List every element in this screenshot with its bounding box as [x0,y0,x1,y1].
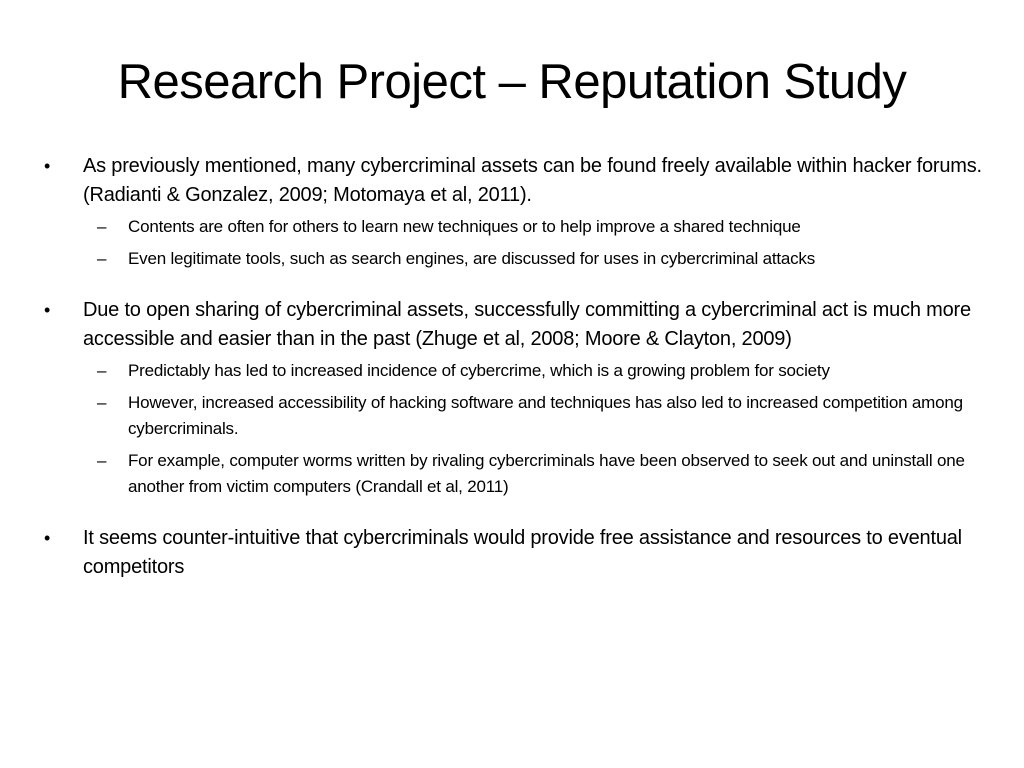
sub-bullet-text: However, increased accessibility of hacking software and techniques has also led to increased competition among cybercriminals. [128,393,963,438]
dash-icon: – [97,217,107,236]
bullet-item [38,296,998,354]
slide-title: Research Project – Reputation Study [117,55,907,109]
bullet-text: It seems counter-intuitive that cybercriminals would provide free assistance and resources to eventual competitors [83,527,962,578]
dash-icon: – [97,249,107,268]
slide-body [38,152,998,582]
bullet-icon: • [44,300,51,320]
sub-bullet-text: Even legitimate tools, such as search engines, are discussed for uses in cybercriminal attacks [128,249,816,268]
sub-bullet-item [38,358,998,384]
sub-bullet-item [38,246,998,272]
dash-icon: – [97,393,107,412]
sub-bullet-list [38,214,998,272]
sub-bullet-item [38,214,998,240]
bullet-item [38,152,998,210]
bullet-icon: • [44,156,51,176]
sub-bullet-text: For example, computer worms written by rivaling cybercriminals have been observed to seek out and uninstall one another from victim computers (Crandall et al, 2011) [128,451,965,496]
sub-bullet-list [38,358,998,500]
bullet-icon: • [44,528,51,548]
dash-icon: – [97,451,107,470]
dash-icon: – [97,361,107,380]
sub-bullet-item [38,390,998,442]
sub-bullet-text: Predictably has led to increased incidence of cybercrime, which is a growing problem for society [128,361,830,380]
bullet-text: Due to open sharing of cybercriminal assets, successfully committing a cybercriminal act is much more accessible and easier than in the past (Zhuge et al, 2008; Moore & Clayton, 2009) [83,299,971,350]
bullet-text: As previously mentioned, many cybercriminal assets can be found freely available within hacker forums. (Radianti & Gonzalez, 2009; Motomaya et al, 2011). [83,155,982,206]
sub-bullet-text: Contents are often for others to learn new techniques or to help improve a shared technique [128,217,801,236]
bullet-item [38,524,998,582]
sub-bullet-item [38,448,998,500]
